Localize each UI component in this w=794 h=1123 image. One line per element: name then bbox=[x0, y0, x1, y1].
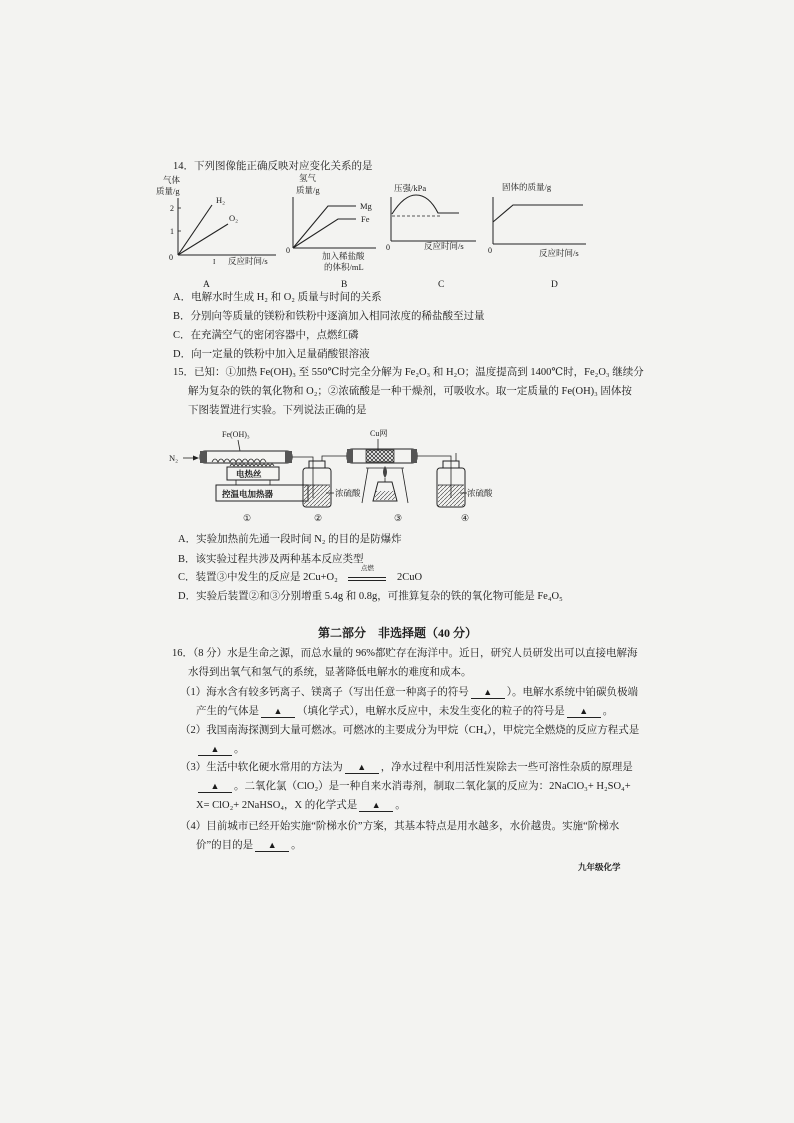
cu-mesh-label: Cu网 bbox=[370, 429, 388, 438]
q14-graphs bbox=[150, 170, 600, 295]
q16-part1-text-b: ）。电解水系统中铂碳负极端 bbox=[506, 687, 638, 698]
q16-part1-text-a: （1）海水含有较多钙离子、镁离子（写出任意一种离子的符号 bbox=[180, 687, 469, 698]
graph-d-ylabel: 固体的质量/g bbox=[502, 182, 552, 192]
stand-leg-right bbox=[402, 468, 408, 503]
q14-option-d: D．向一定量的铁粉中加入足量硝酸银溶液 bbox=[173, 349, 370, 360]
q16-part3-text-c: 。二氧化氯（ClO₂）是一种自来水消毒剂，制取二氧化氯的反应为：2NaClO₃+ H₂SO₄+ bbox=[234, 781, 631, 792]
reaction-condition bbox=[348, 564, 386, 584]
acid-2-label: 浓硫酸 bbox=[335, 488, 361, 498]
fe-oh3-leader bbox=[238, 440, 240, 451]
q16-part1-text-e: 。 bbox=[602, 706, 614, 717]
graph-b bbox=[286, 173, 376, 290]
bottle-4-acid bbox=[438, 485, 464, 506]
graph-b-xlabel-2: 的体积/mL bbox=[324, 262, 364, 272]
n2-inlet-arrow-head bbox=[193, 456, 199, 461]
answer-blank: ▲ bbox=[471, 687, 505, 699]
q16-part3-text-b: ，净水过程中利用活性炭除去一些可溶性杂质的原理是 bbox=[380, 762, 633, 773]
q15-option-a: A．实验加热前先通一段时间 N₂ 的目的是防爆炸 bbox=[178, 534, 402, 545]
q15-option-b: B．该实验过程共涉及两种基本反应类型 bbox=[178, 554, 364, 565]
q16-part3-text-e: 。 bbox=[395, 800, 406, 811]
graph-b-letter: B bbox=[341, 280, 348, 290]
heater-label: 控温电加热器 bbox=[222, 489, 274, 499]
graph-c-pressure-curve bbox=[392, 195, 459, 214]
tube-1-right-stopper bbox=[285, 451, 292, 463]
q15-apparatus-diagram bbox=[160, 420, 500, 530]
q16-part2-text-b: 。 bbox=[234, 744, 245, 755]
graph-d-xlabel: 反应时间/s bbox=[539, 248, 579, 258]
q16-part3-line-2 bbox=[196, 780, 631, 794]
fe-oh3-solid bbox=[212, 459, 266, 462]
answer-blank: ▲ bbox=[345, 762, 379, 774]
graph-a-tick-2: 2 bbox=[170, 204, 174, 213]
q15-option-d: D．实验后装置②和③分别增重 5.4g 和 0.8g，可推算复杂的铁的氧化物可能是 Fe₄O₅ bbox=[178, 591, 563, 602]
graph-a-origin: 0 bbox=[169, 253, 173, 262]
q16-part1-text-c: 产生的气体是 bbox=[196, 706, 259, 717]
apparatus-number-4: ④ bbox=[461, 513, 470, 523]
graph-c bbox=[386, 183, 476, 290]
page-footer-subject: 九年级化学 bbox=[578, 862, 621, 872]
part2-title: 第二部分 非选择题（40 分） bbox=[318, 626, 478, 640]
pipe-2-to-3 bbox=[322, 456, 347, 461]
q14-option-b: B．分别向等质量的镁粉和铁粉中逐滴加入相同浓度的稀盐酸至过量 bbox=[173, 311, 485, 322]
stand-leg-left bbox=[362, 468, 368, 503]
graph-a-xlabel: 反应时间/s bbox=[228, 256, 268, 266]
graph-a-ylabel-1: 气体 bbox=[163, 175, 181, 185]
graph-b-xlabel-1: 加入稀盐酸 bbox=[322, 251, 365, 261]
heater-coil bbox=[230, 464, 274, 466]
answer-blank: ▲ bbox=[567, 706, 601, 718]
graph-c-origin: 0 bbox=[386, 243, 390, 252]
tube-3-right-stopper bbox=[411, 449, 417, 463]
apparatus-number-1: ① bbox=[243, 513, 252, 523]
graph-a-o2-line bbox=[178, 224, 228, 255]
q16-part3-text-a: （3）生活中软化硬水常用的方法为 bbox=[180, 762, 343, 773]
q16-part3-text-d: X= ClO₂+ 2NaHSO₄，X 的化学式是 bbox=[196, 800, 358, 811]
answer-blank: ▲ bbox=[359, 800, 393, 812]
q14-stem: 14．下列图像能正确反映对应变化关系的是 bbox=[173, 161, 373, 172]
tube-1 bbox=[200, 451, 292, 463]
q16-intro-line-2: 水得到出氧气和氢气的系统，显著降低电解水的难度和成本。 bbox=[188, 667, 472, 678]
graph-a-letter: A bbox=[203, 280, 210, 290]
q14-option-a: A．电解水时生成 H₂ 和 O₂ 质量与时间的关系 bbox=[173, 292, 382, 303]
q16-part1-text-d: （填化学式），电解水反应中，未发生变化的粒子的符号是 bbox=[297, 706, 565, 717]
q15-stem-line-2: 解为复杂的铁的氧化物和 O₂；②浓硫酸是一种干燥剂，可吸收水。取一定质量的 Fe(OH)₃ 固体按 bbox=[188, 386, 632, 397]
graph-b-ylabel-1: 氢气 bbox=[299, 173, 317, 183]
q16-part2-line-1: （2）我国南海探测到大量可燃冰。可燃冰的主要成分为甲烷（CH₄），甲烷完全燃烧的反应方程式是 bbox=[180, 725, 640, 736]
q15-stem-line-1: 15．已知：①加热 Fe(OH)₃ 至 550℃时完全分解为 Fe₂O₃ 和 H₂O；温度提高到 1400℃时，Fe₂O₃ 继续分 bbox=[173, 367, 644, 378]
q16-part3-line-3 bbox=[196, 799, 406, 813]
apparatus-number-3: ③ bbox=[394, 513, 403, 523]
graph-a-series-o2: O₂ bbox=[229, 213, 239, 223]
tube-3-left-stopper bbox=[347, 449, 353, 463]
q15-stem-line-3: 下图装置进行实验。下列说法正确的是 bbox=[188, 405, 367, 416]
graph-b-fe-line bbox=[293, 219, 356, 248]
graph-b-series-fe: Fe bbox=[361, 214, 370, 224]
q16-part1-line-2 bbox=[196, 705, 613, 719]
graph-a bbox=[156, 175, 276, 290]
graph-d-solid-mass-line bbox=[493, 205, 583, 222]
graph-d bbox=[488, 182, 586, 290]
tube-1-left-stopper bbox=[200, 451, 207, 463]
graph-c-ylabel: 压强/kPa bbox=[394, 183, 427, 193]
cu-mesh bbox=[366, 450, 394, 462]
apparatus-number-2: ② bbox=[314, 513, 323, 523]
answer-blank: ▲ bbox=[261, 706, 295, 718]
graph-a-series-h2: H₂ bbox=[216, 195, 226, 205]
lamp-fuel bbox=[375, 491, 395, 500]
graph-b-origin: 0 bbox=[286, 246, 290, 255]
q14-option-c: C．在充满空气的密闭容器中，点燃红磷 bbox=[173, 330, 359, 341]
q15-option-c-product: 2CuO bbox=[397, 572, 423, 583]
bottle-2-neck bbox=[309, 461, 325, 468]
graph-d-origin: 0 bbox=[488, 246, 492, 255]
q15-option-c bbox=[178, 564, 423, 585]
q16-intro-line-1: 16．（8 分）水是生命之源，而总水量的 96%都贮存在海洋中。近日，研究人员研发出可以直接电解海 bbox=[172, 648, 638, 659]
q16-part4-text-b: 。 bbox=[291, 840, 302, 851]
answer-blank: ▲ bbox=[198, 781, 232, 793]
reaction-equals-sign bbox=[348, 577, 386, 581]
graph-d-letter: D bbox=[551, 280, 558, 290]
graph-a-h2-line bbox=[178, 205, 212, 255]
graph-a-tick-1: 1 bbox=[170, 227, 174, 236]
graph-c-xlabel: 反应时间/s bbox=[424, 241, 464, 251]
reaction-condition-label: 点燃 bbox=[360, 564, 374, 572]
heater-wire-label: 电热丝 bbox=[236, 469, 262, 479]
q16-part1-line-1 bbox=[180, 686, 638, 700]
answer-blank: ▲ bbox=[198, 744, 232, 756]
graph-c-letter: C bbox=[438, 280, 445, 290]
q16-part4-line-2 bbox=[196, 839, 302, 853]
n2-inlet-label: N₂ bbox=[169, 453, 179, 463]
bottle-2-acid bbox=[304, 485, 330, 506]
graph-b-series-mg: Mg bbox=[360, 201, 372, 211]
q16-part3-line-1 bbox=[180, 761, 633, 775]
graph-a-ylabel-2: 质量/g bbox=[156, 186, 180, 196]
graph-a-x-mark: I bbox=[213, 258, 216, 266]
fe-oh3-label: Fe(OH)₃ bbox=[222, 430, 250, 439]
q16-part2-line-2 bbox=[196, 743, 245, 757]
q15-option-c-text: C．装置③中发生的反应是 2Cu+O₂ bbox=[178, 572, 338, 583]
q16-part4-line-1: （4）目前城市已经开始实施“阶梯水价”方案，其基本特点是用水越多，水价越贵。实施“阶梯水 bbox=[180, 821, 620, 832]
q16-part4-text-a: 价”的目的是 bbox=[196, 840, 254, 851]
graph-b-ylabel-2: 质量/g bbox=[296, 185, 320, 195]
answer-blank: ▲ bbox=[255, 840, 289, 852]
acid-4-label: 浓硫酸 bbox=[467, 488, 493, 498]
